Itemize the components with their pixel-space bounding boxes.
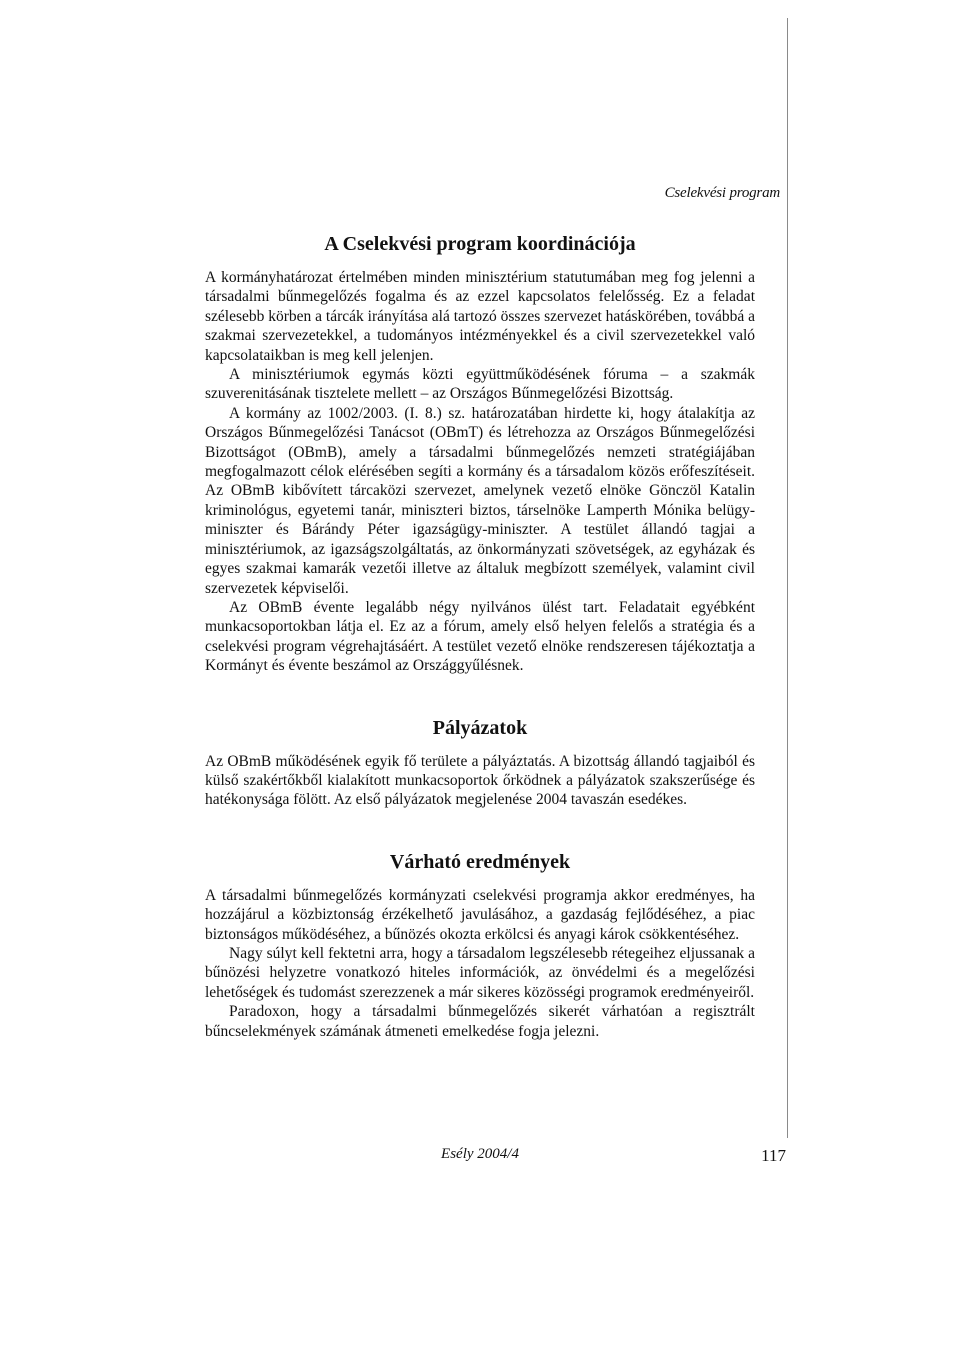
paragraph: Az OBmB évente legalább négy nyilvános ülést tart. Feladatait egyébként munkacsoportokban látja el. Ez az a fórum, amely első helyen felelős a stratégia és a cselekvési program végrehajtásáért. A testület vezető elnöke rendszeresen tájékoztatja a Kormányt és évente beszámol az Országgyűlésnek. <box>205 598 755 675</box>
paragraph: A kormányhatározat értelmében minden minisztérium statutumában meg fog jelenni a társadalmi bűnmegelőzés fogalma és az ezzel kapcsolatos felelősség. Ez a feladat szélesebb körben a tárcák irányítása alá tartozó összes szervezet hatáskörében, továbbá a szakmai szervezetekkel, a tudományos intézményekkel és a civil szervezetekkel való kapcsolataikban is meg kell jelenjen. <box>205 269 755 364</box>
page-footer <box>0 1146 960 1170</box>
paragraph: A kormány az 1002/2003. (I. 8.) sz. határozatában hirdette ki, hogy átalakítja az Országos Bűnmegelőzési Tanácsot (OBmT) és létrehozza az Országos Bűnmegelőzési Bizottságot (OBmB), amely a társadalmi bűnmegelőzés nemzeti stratégiájában megfogalmazott célok elérésében segíti a kormány és a társadalom közös erőfeszítéseit. Az OBmB kibővített tárcaközi szervezet, amelynek vezető elnöke Gönczöl Katalin kriminológus, egyetemi tanár, miniszteri biztos, társelnöke Lamperth Mónika belügyminiszter és Bárándy Péter igazságügy-miniszter. A testület állandó tagjai a minisztériumok, az igazságszolgáltatás, az önkormányzati szövetségek, az egyházak és egyes szakmai kamarák vezetői illetve az általuk megbízott személyek, valamint civil szervezetek képviselői. <box>205 404 755 597</box>
section-heading-coordination: A Cselekvési program koordinációja <box>324 233 636 255</box>
section-heading-tenders: Pályázatok <box>432 716 528 739</box>
paragraph: Az OBmB működésének egyik fő területe a pályáztatás. A bizottság állandó tagjaiból és külső szakértőkből kialakított munkacsoportok őrködnek a pályázatok szakszerűsége és hatékonysága fölött. Az első pályázatok megjelenése 2004 tavaszán esedékes. <box>205 752 755 809</box>
paragraph: Paradoxon, hogy a társadalmi bűnmegelőzés sikerét várhatóan a regisztrált bűncselekmények számának átmeneti emelkedése fogja jelezni. <box>205 1003 755 1040</box>
article-body <box>205 230 755 1041</box>
paragraph: A minisztériumok egymás közti együttműködésének fóruma – a szakmák szuverenitásának tisztelete mellett – az Országos Bűnmegelőzési Bizottság. <box>205 366 755 403</box>
paragraph: Nagy súlyt kell fektetni arra, hogy a társadalom legszélesebb rétegeihez eljussanak a bűnözési helyzetre vonatkozó hiteles információk, az önvédelmi és a megelőzési lehetőségek és tudomást szerezzenek a már sikeres közösségi programok eredményeiről. <box>205 944 755 1001</box>
section-heading-expected-results: Várható eredmények <box>389 850 571 873</box>
margin-rule <box>787 18 788 1138</box>
paragraph: A társadalmi bűnmegelőzés kormányzati cselekvési programja akkor eredményes, ha hozzájárul a közbiztonság érzékelhető javulásához, a gazdaság fejlődéséhez, a piac biztonságos működéséhez, a bűnözés okozta erkölcsi és anyagi károk csökkentéséhez. <box>205 886 755 943</box>
journal-title: Esély 2004/4 <box>441 1146 519 1162</box>
page-number: 117 <box>761 1146 786 1165</box>
running-head: Cselekvési program <box>664 185 780 201</box>
